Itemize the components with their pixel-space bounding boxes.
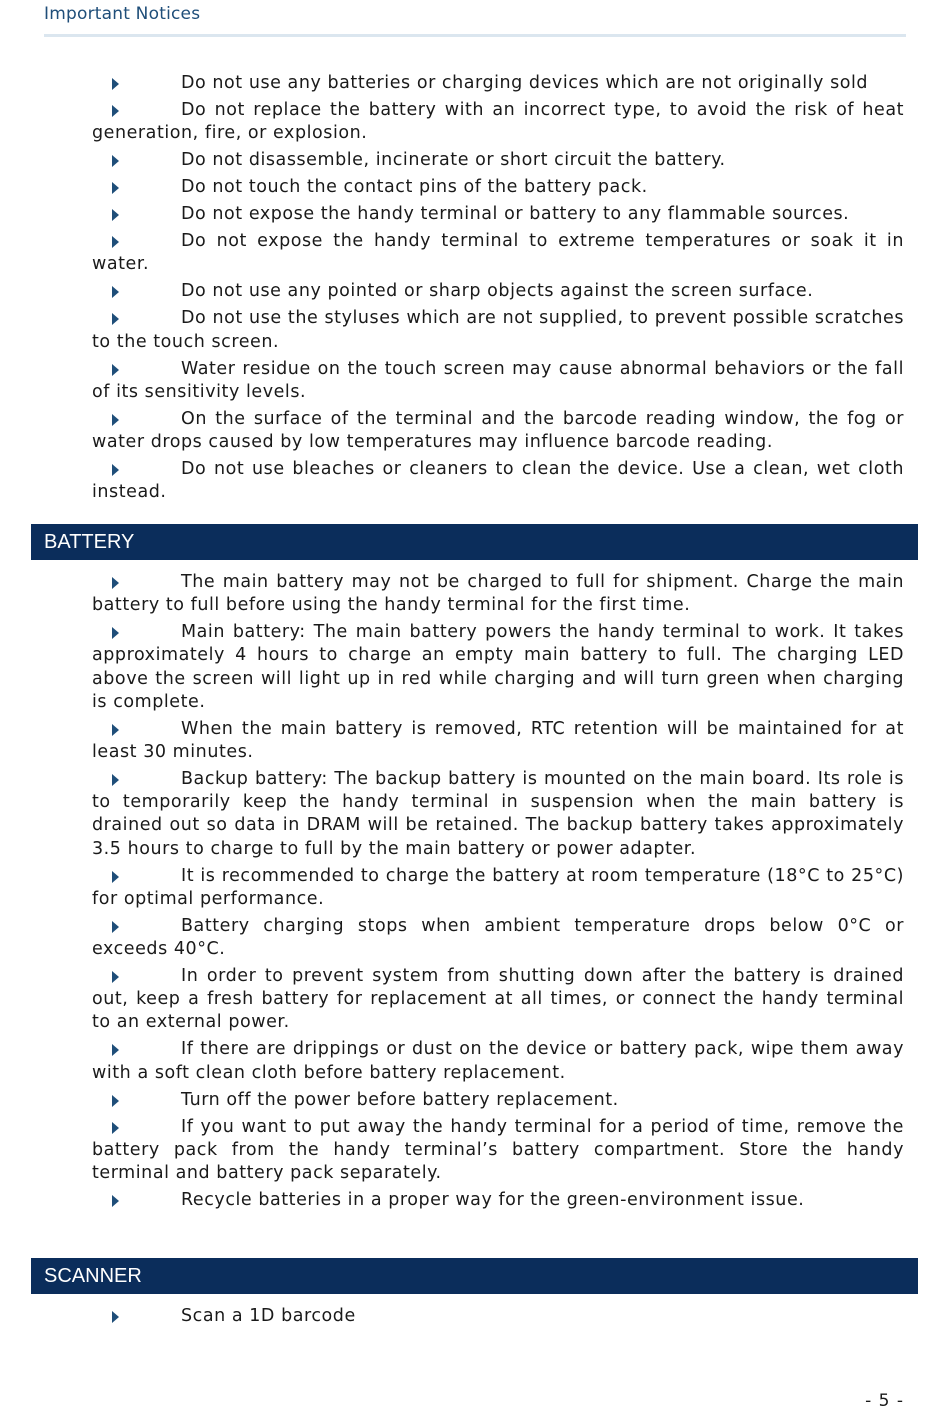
list-item: If there are drippings or dust on the device or battery pack, wipe them away with a soft clean cloth before battery replacement.: [92, 1039, 904, 1083]
list-item: Do not disassemble, incinerate or short circuit the battery.: [92, 149, 904, 172]
arrow-bullet-icon: [112, 313, 119, 325]
list-item: Battery charging stops when ambient temperature drops below 0°C or exceeds 40°C.: [92, 915, 904, 960]
list-item: Do not expose the handy terminal or battery to any flammable sources.: [92, 203, 904, 226]
list-item: Turn off the power before battery replacement.: [92, 1089, 904, 1112]
running-header: Important Notices: [44, 4, 201, 24]
arrow-bullet-icon: [112, 236, 119, 248]
arrow-bullet-icon: [112, 627, 119, 639]
arrow-bullet-icon: [112, 364, 119, 376]
list-item: The main battery may not be charged to full for shipment. Charge the main battery to full before using the handy terminal for the first time.: [92, 572, 904, 616]
arrow-bullet-icon: [112, 1044, 119, 1056]
arrow-bullet-icon: [112, 78, 119, 90]
list-item: Do not use any batteries or charging devices which are not originally sold: [92, 72, 904, 95]
list-item: In order to prevent system from shutting down after the battery is drained out, keep a fresh battery for replacement at all times, or connect the handy terminal to an external power.: [92, 966, 904, 1033]
arrow-bullet-icon: [112, 1095, 119, 1107]
arrow-bullet-icon: [112, 971, 119, 983]
battery-list: [92, 571, 904, 1216]
list-item: Backup battery: The backup battery is mounted on the main board. Its role is to temporarily keep the handy terminal in suspension when the main battery is drained out so data in DRAM will be retained. The backup battery takes approximately 3.5 hours to charge to full by the main battery or power adapter.: [92, 769, 904, 859]
arrow-bullet-icon: [112, 155, 119, 167]
list-item: Water residue on the touch screen may cause abnormal behaviors or the fall of its sensitivity levels.: [92, 358, 904, 402]
arrow-bullet-icon: [112, 105, 119, 117]
arrow-bullet-icon: [112, 209, 119, 221]
arrow-bullet-icon: [112, 1122, 119, 1134]
list-item: Do not replace the battery with an incorrect type, to avoid the risk of heat generation, fire, or explosion.: [92, 100, 904, 144]
arrow-bullet-icon: [112, 921, 119, 933]
list-item: Do not use bleaches or cleaners to clean the device. Use a clean, wet cloth instead.: [92, 459, 904, 503]
scanner-list: [92, 1305, 904, 1332]
list-item: Do not use any pointed or sharp objects against the screen surface.: [92, 280, 904, 303]
list-item: When the main battery is removed, RTC retention will be maintained for at least 30 minutes.: [92, 718, 904, 763]
list-item: On the surface of the terminal and the barcode reading window, the fog or water drops caused by low temperatures may influence barcode reading.: [92, 408, 904, 453]
arrow-bullet-icon: [112, 1311, 119, 1323]
list-item: Do not expose the handy terminal to extreme temperatures or soak it in water.: [92, 231, 904, 275]
arrow-bullet-icon: [112, 774, 119, 786]
list-item: Recycle batteries in a proper way for the green-environment issue.: [92, 1189, 904, 1212]
battery-section-heading: BATTERY: [31, 524, 918, 560]
arrow-bullet-icon: [112, 724, 119, 736]
list-item: Do not use the styluses which are not supplied, to prevent possible scratches to the touch screen.: [92, 308, 904, 352]
list-item: Scan a 1D barcode: [92, 1305, 904, 1328]
header-divider: [44, 34, 906, 37]
arrow-bullet-icon: [112, 286, 119, 298]
arrow-bullet-icon: [112, 464, 119, 476]
arrow-bullet-icon: [112, 577, 119, 589]
arrow-bullet-icon: [112, 414, 119, 426]
notices-list: [92, 72, 904, 508]
arrow-bullet-icon: [112, 871, 119, 883]
list-item: If you want to put away the handy terminal for a period of time, remove the battery pack from the handy terminal’s battery compartment. Store the handy terminal and battery pack separately.: [92, 1116, 904, 1184]
list-item: Main battery: The main battery powers the handy terminal to work. It takes approximately 4 hours to charge an empty main battery to full. The charging LED above the screen will light up in red while charging and will turn green when charging is complete.: [92, 622, 904, 712]
arrow-bullet-icon: [112, 182, 119, 194]
arrow-bullet-icon: [112, 1195, 119, 1207]
page-number: - 5 -: [865, 1391, 904, 1411]
scanner-section-heading: SCANNER: [31, 1258, 918, 1294]
list-item: It is recommended to charge the battery at room temperature (18°C to 25°C) for optimal performance.: [92, 865, 904, 909]
list-item: Do not touch the contact pins of the battery pack.: [92, 176, 904, 199]
